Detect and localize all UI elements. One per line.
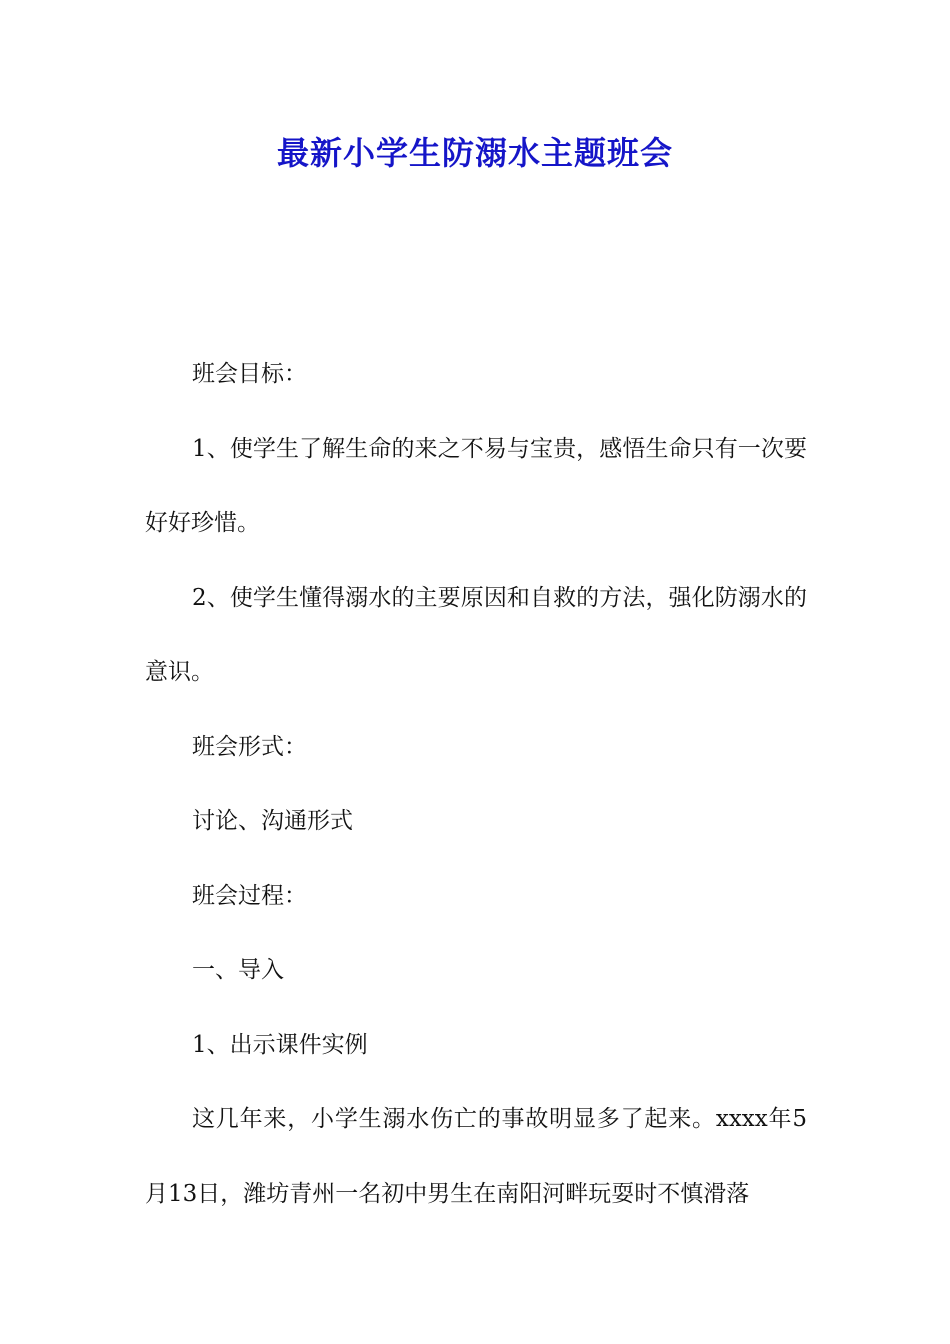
- paragraph-example-text: 这几年来，小学生溺水伤亡的事故明显多了起来。xxxx年5月13日，潍坊青州一名初中男生在南阳河畔玩耍时不慎滑落: [145, 1106, 807, 1207]
- paragraph-goal-1: 1、使学生了解生命的来之不易与宝贵，感悟生命只有一次要好好珍惜。: [145, 435, 807, 536]
- paragraph-format: 讨论、沟通形式: [192, 808, 353, 834]
- paragraph-section-intro: 一、导入: [192, 957, 284, 983]
- document-body: [145, 337, 807, 1231]
- paragraph-process-heading: 班会过程：: [192, 882, 307, 909]
- paragraph-goal-heading: 班会目标：: [192, 361, 307, 387]
- page-title: 最新小学生防溺水主题班会: [276, 134, 673, 172]
- paragraph-format-heading: 班会形式：: [192, 733, 307, 760]
- paragraph-show-examples: 1、出示课件实例: [192, 1031, 368, 1058]
- paragraph-goal-2: 2、使学生懂得溺水的主要原因和自救的方法，强化防溺水的意识。: [145, 584, 807, 685]
